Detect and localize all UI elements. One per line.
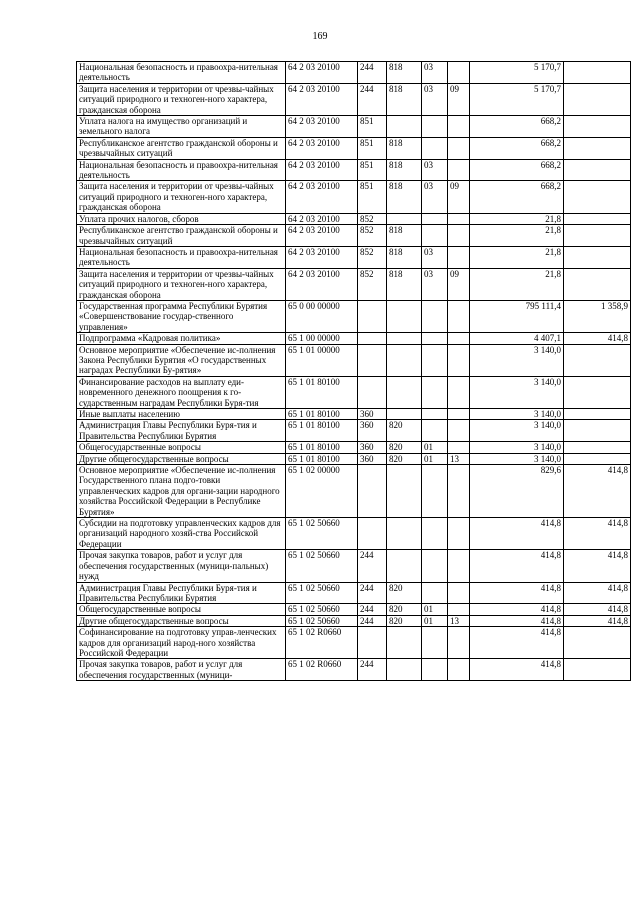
row-vr-cell: 360	[358, 409, 387, 420]
row-pr-cell	[448, 137, 470, 159]
row-code-cell: 65 1 01 80100	[286, 442, 358, 453]
row-vr-cell	[358, 300, 387, 332]
row-grbs-cell	[387, 344, 422, 376]
row-sum1-cell: 4 407,1	[470, 333, 564, 344]
row-name-cell: Иные выплаты населению	[77, 409, 286, 420]
row-rz-cell: 03	[422, 159, 448, 181]
row-rz-cell	[422, 116, 448, 138]
row-sum2-cell	[564, 376, 631, 408]
row-pr-cell	[448, 116, 470, 138]
row-pr-cell	[448, 213, 470, 224]
row-pr-cell: 09	[448, 83, 470, 115]
row-rz-cell	[422, 225, 448, 247]
row-code-cell: 65 1 02 50660	[286, 550, 358, 582]
row-code-cell: 65 1 02 R0660	[286, 659, 358, 681]
row-vr-cell	[358, 333, 387, 344]
row-vr-cell: 244	[358, 659, 387, 681]
row-name-cell: Подпрограмма «Кадровая политика»	[77, 333, 286, 344]
row-code-cell: 65 1 01 80100	[286, 453, 358, 464]
row-sum2-cell: 414,8	[564, 518, 631, 550]
row-vr-cell: 852	[358, 213, 387, 224]
table-row	[77, 615, 631, 626]
row-code-cell: 64 2 03 20100	[286, 246, 358, 268]
row-name-cell: Защита населения и территории от чрезвы-чайных ситуаций природного и техноген-ного характера, гражданская оборона	[77, 83, 286, 115]
row-code-cell: 65 1 02 50660	[286, 582, 358, 604]
row-pr-cell	[448, 465, 470, 518]
row-sum1-cell: 3 140,0	[470, 376, 564, 408]
row-name-cell: Субсидии на подготовку управленческих кадров для организаций народного хозяй-ства Российской Федерации	[77, 518, 286, 550]
row-pr-cell	[448, 550, 470, 582]
row-sum1-cell: 668,2	[470, 181, 564, 213]
row-vr-cell: 244	[358, 62, 387, 84]
row-sum2-cell: 1 358,9	[564, 300, 631, 332]
row-sum2-cell	[564, 225, 631, 247]
row-sum1-cell: 414,8	[470, 659, 564, 681]
row-vr-cell: 244	[358, 550, 387, 582]
table-row	[77, 420, 631, 442]
row-sum2-cell	[564, 62, 631, 84]
row-pr-cell	[448, 225, 470, 247]
row-grbs-cell: 820	[387, 453, 422, 464]
row-sum1-cell: 3 140,0	[470, 442, 564, 453]
row-code-cell: 64 2 03 20100	[286, 225, 358, 247]
table-row	[77, 344, 631, 376]
row-rz-cell	[422, 518, 448, 550]
row-vr-cell	[358, 627, 387, 659]
table-row	[77, 453, 631, 464]
row-sum2-cell	[564, 344, 631, 376]
row-name-cell: Другие общегосударственные вопросы	[77, 453, 286, 464]
row-sum1-cell: 668,2	[470, 137, 564, 159]
row-sum1-cell: 414,8	[470, 627, 564, 659]
row-sum1-cell: 414,8	[470, 615, 564, 626]
row-rz-cell	[422, 659, 448, 681]
row-sum2-cell	[564, 83, 631, 115]
row-rz-cell: 03	[422, 181, 448, 213]
table-row	[77, 582, 631, 604]
row-rz-cell: 01	[422, 442, 448, 453]
row-rz-cell	[422, 376, 448, 408]
row-vr-cell	[358, 376, 387, 408]
row-vr-cell: 244	[358, 604, 387, 615]
row-pr-cell	[448, 159, 470, 181]
row-sum1-cell: 21,8	[470, 213, 564, 224]
row-name-cell: Основное мероприятие «Обеспечение ис-полнения Закона Республики Бурятия «О государственных наградах Республики Бу-рятия»	[77, 344, 286, 376]
row-grbs-cell: 818	[387, 159, 422, 181]
table-row	[77, 442, 631, 453]
row-grbs-cell: 820	[387, 604, 422, 615]
row-name-cell: Уплата прочих налогов, сборов	[77, 213, 286, 224]
row-vr-cell: 360	[358, 442, 387, 453]
row-vr-cell: 852	[358, 268, 387, 300]
row-code-cell: 65 1 02 R0660	[286, 627, 358, 659]
row-grbs-cell	[387, 518, 422, 550]
row-sum2-cell	[564, 159, 631, 181]
row-rz-cell	[422, 420, 448, 442]
row-name-cell: Национальная безопасность и правоохра-нительная деятельность	[77, 62, 286, 84]
row-name-cell: Администрация Главы Республики Буря-тия и Правительства Республики Бурятия	[77, 420, 286, 442]
row-grbs-cell: 818	[387, 137, 422, 159]
row-rz-cell	[422, 465, 448, 518]
table-row	[77, 268, 631, 300]
row-code-cell: 64 2 03 20100	[286, 181, 358, 213]
row-grbs-cell: 820	[387, 420, 422, 442]
row-sum2-cell	[564, 409, 631, 420]
row-sum2-cell	[564, 181, 631, 213]
row-rz-cell: 03	[422, 246, 448, 268]
row-sum2-cell: 414,8	[564, 465, 631, 518]
row-sum1-cell: 414,8	[470, 550, 564, 582]
row-pr-cell: 09	[448, 181, 470, 213]
row-name-cell: Администрация Главы Республики Буря-тия и Правительства Республики Бурятия	[77, 582, 286, 604]
row-sum1-cell: 795 111,4	[470, 300, 564, 332]
row-pr-cell	[448, 518, 470, 550]
row-code-cell: 65 1 01 00000	[286, 344, 358, 376]
table-row	[77, 246, 631, 268]
table-row	[77, 83, 631, 115]
row-name-cell: Защита населения и территории от чрезвы-чайных ситуаций природного и техноген-ного характера, гражданская оборона	[77, 268, 286, 300]
row-vr-cell: 851	[358, 159, 387, 181]
row-sum1-cell: 3 140,0	[470, 409, 564, 420]
row-code-cell: 65 1 00 00000	[286, 333, 358, 344]
row-grbs-cell: 820	[387, 582, 422, 604]
row-pr-cell: 13	[448, 453, 470, 464]
row-vr-cell: 360	[358, 420, 387, 442]
table-row	[77, 518, 631, 550]
row-code-cell: 65 1 01 80100	[286, 409, 358, 420]
row-sum1-cell: 414,8	[470, 518, 564, 550]
row-code-cell: 64 2 03 20100	[286, 213, 358, 224]
table-row	[77, 604, 631, 615]
row-pr-cell	[448, 62, 470, 84]
row-vr-cell: 851	[358, 116, 387, 138]
row-vr-cell	[358, 465, 387, 518]
row-name-cell: Республиканское агентство гражданской обороны и чрезвычайных ситуаций	[77, 225, 286, 247]
row-grbs-cell	[387, 465, 422, 518]
row-grbs-cell	[387, 376, 422, 408]
table-row	[77, 659, 631, 681]
table-row	[77, 213, 631, 224]
row-name-cell: Защита населения и территории от чрезвы-чайных ситуаций природного и техноген-ного характера, гражданская оборона	[77, 181, 286, 213]
budget-table-body	[77, 62, 631, 681]
row-pr-cell	[448, 344, 470, 376]
row-sum2-cell	[564, 442, 631, 453]
table-row	[77, 550, 631, 582]
row-sum2-cell	[564, 246, 631, 268]
row-name-cell: Республиканское агентство гражданской обороны и чрезвычайных ситуаций	[77, 137, 286, 159]
row-rz-cell: 03	[422, 62, 448, 84]
row-rz-cell	[422, 137, 448, 159]
table-row	[77, 333, 631, 344]
row-sum2-cell: 414,8	[564, 333, 631, 344]
page-number: 169	[312, 31, 328, 42]
row-pr-cell	[448, 246, 470, 268]
row-sum1-cell: 21,8	[470, 268, 564, 300]
row-pr-cell	[448, 409, 470, 420]
row-name-cell: Государственная программа Республики Бурятия «Совершенствование государ-ственного управления»	[77, 300, 286, 332]
row-pr-cell	[448, 333, 470, 344]
row-pr-cell	[448, 300, 470, 332]
row-pr-cell	[448, 582, 470, 604]
row-rz-cell	[422, 409, 448, 420]
row-sum2-cell	[564, 116, 631, 138]
row-sum1-cell: 829,6	[470, 465, 564, 518]
row-sum1-cell: 668,2	[470, 116, 564, 138]
row-name-cell: Другие общегосударственные вопросы	[77, 615, 286, 626]
row-pr-cell	[448, 627, 470, 659]
row-name-cell: Национальная безопасность и правоохра-нительная деятельность	[77, 246, 286, 268]
row-vr-cell: 244	[358, 582, 387, 604]
table-row	[77, 627, 631, 659]
row-sum1-cell: 3 140,0	[470, 453, 564, 464]
row-name-cell: Общегосударственные вопросы	[77, 442, 286, 453]
row-code-cell: 64 2 03 20100	[286, 116, 358, 138]
row-rz-cell: 03	[422, 83, 448, 115]
row-sum1-cell: 414,8	[470, 582, 564, 604]
row-code-cell: 65 1 02 50660	[286, 615, 358, 626]
row-vr-cell: 244	[358, 615, 387, 626]
row-grbs-cell: 818	[387, 268, 422, 300]
row-pr-cell: 13	[448, 615, 470, 626]
row-pr-cell	[448, 604, 470, 615]
row-sum1-cell: 21,8	[470, 225, 564, 247]
row-code-cell: 65 1 02 50660	[286, 604, 358, 615]
row-vr-cell	[358, 344, 387, 376]
row-code-cell: 64 2 03 20100	[286, 62, 358, 84]
row-grbs-cell: 818	[387, 62, 422, 84]
row-name-cell: Прочая закупка товаров, работ и услуг для обеспечения государственных (муници-пальных) нужд	[77, 550, 286, 582]
row-name-cell: Национальная безопасность и правоохра-нительная деятельность	[77, 159, 286, 181]
row-sum1-cell: 668,2	[470, 159, 564, 181]
row-sum2-cell	[564, 137, 631, 159]
row-name-cell: Финансирование расходов на выплату еди-новременного денежного поощрения к го-сударственным наградам Республики Буря-тия	[77, 376, 286, 408]
table-row	[77, 159, 631, 181]
row-grbs-cell	[387, 300, 422, 332]
row-grbs-cell: 818	[387, 246, 422, 268]
row-vr-cell	[358, 518, 387, 550]
row-name-cell: Основное мероприятие «Обеспечение ис-полнения Государственного плана подго-товки управленческих кадров для органи-зации народного хозяйства Российской Федерации в Республике Бурятия»	[77, 465, 286, 518]
row-code-cell: 64 2 03 20100	[286, 268, 358, 300]
row-code-cell: 64 2 03 20100	[286, 159, 358, 181]
row-grbs-cell	[387, 409, 422, 420]
table-row	[77, 225, 631, 247]
row-sum1-cell: 414,8	[470, 604, 564, 615]
row-grbs-cell: 818	[387, 83, 422, 115]
row-vr-cell: 852	[358, 246, 387, 268]
row-rz-cell	[422, 627, 448, 659]
table-row	[77, 376, 631, 408]
row-vr-cell: 360	[358, 453, 387, 464]
row-grbs-cell	[387, 213, 422, 224]
row-rz-cell: 01	[422, 604, 448, 615]
row-rz-cell: 01	[422, 615, 448, 626]
row-code-cell: 65 0 00 00000	[286, 300, 358, 332]
row-grbs-cell	[387, 627, 422, 659]
table-row	[77, 409, 631, 420]
row-grbs-cell	[387, 550, 422, 582]
row-sum2-cell	[564, 627, 631, 659]
table-row	[77, 300, 631, 332]
row-code-cell: 64 2 03 20100	[286, 83, 358, 115]
row-pr-cell	[448, 420, 470, 442]
row-pr-cell	[448, 659, 470, 681]
row-sum2-cell: 414,8	[564, 615, 631, 626]
row-name-cell: Уплата налога на имущество организаций и земельного налога	[77, 116, 286, 138]
row-sum1-cell: 21,8	[470, 246, 564, 268]
table-row	[77, 181, 631, 213]
row-code-cell: 65 1 02 50660	[286, 518, 358, 550]
row-grbs-cell	[387, 116, 422, 138]
row-pr-cell	[448, 442, 470, 453]
row-vr-cell: 851	[358, 137, 387, 159]
row-sum2-cell: 414,8	[564, 550, 631, 582]
row-rz-cell	[422, 582, 448, 604]
row-sum2-cell	[564, 659, 631, 681]
row-rz-cell	[422, 344, 448, 376]
row-grbs-cell	[387, 659, 422, 681]
row-rz-cell	[422, 550, 448, 582]
row-sum1-cell: 3 140,0	[470, 344, 564, 376]
row-name-cell: Софинансирование на подготовку управ-ленческих кадров для организаций народ-ного хозяйства Российской Федерации	[77, 627, 286, 659]
row-grbs-cell: 818	[387, 181, 422, 213]
row-grbs-cell: 820	[387, 615, 422, 626]
row-pr-cell: 09	[448, 268, 470, 300]
row-grbs-cell: 820	[387, 442, 422, 453]
row-code-cell: 64 2 03 20100	[286, 137, 358, 159]
row-pr-cell	[448, 376, 470, 408]
row-code-cell: 65 1 02 00000	[286, 465, 358, 518]
row-sum2-cell	[564, 420, 631, 442]
row-vr-cell: 851	[358, 181, 387, 213]
row-sum1-cell: 5 170,7	[470, 83, 564, 115]
row-name-cell: Общегосударственные вопросы	[77, 604, 286, 615]
row-grbs-cell: 818	[387, 225, 422, 247]
row-rz-cell: 03	[422, 268, 448, 300]
row-vr-cell: 244	[358, 83, 387, 115]
row-sum2-cell	[564, 268, 631, 300]
row-name-cell: Прочая закупка товаров, работ и услуг для обеспечения государственных (муници-	[77, 659, 286, 681]
row-sum1-cell: 5 170,7	[470, 62, 564, 84]
row-rz-cell	[422, 213, 448, 224]
row-code-cell: 65 1 01 80100	[286, 376, 358, 408]
row-sum1-cell: 3 140,0	[470, 420, 564, 442]
row-sum2-cell: 414,8	[564, 604, 631, 615]
row-grbs-cell	[387, 333, 422, 344]
row-sum2-cell	[564, 453, 631, 464]
row-sum2-cell: 414,8	[564, 582, 631, 604]
row-code-cell: 65 1 01 80100	[286, 420, 358, 442]
budget-table	[76, 61, 631, 681]
row-rz-cell	[422, 300, 448, 332]
table-row	[77, 116, 631, 138]
table-row	[77, 137, 631, 159]
row-rz-cell: 01	[422, 453, 448, 464]
table-row	[77, 62, 631, 84]
row-rz-cell	[422, 333, 448, 344]
row-sum2-cell	[564, 213, 631, 224]
table-row	[77, 465, 631, 518]
row-vr-cell: 852	[358, 225, 387, 247]
